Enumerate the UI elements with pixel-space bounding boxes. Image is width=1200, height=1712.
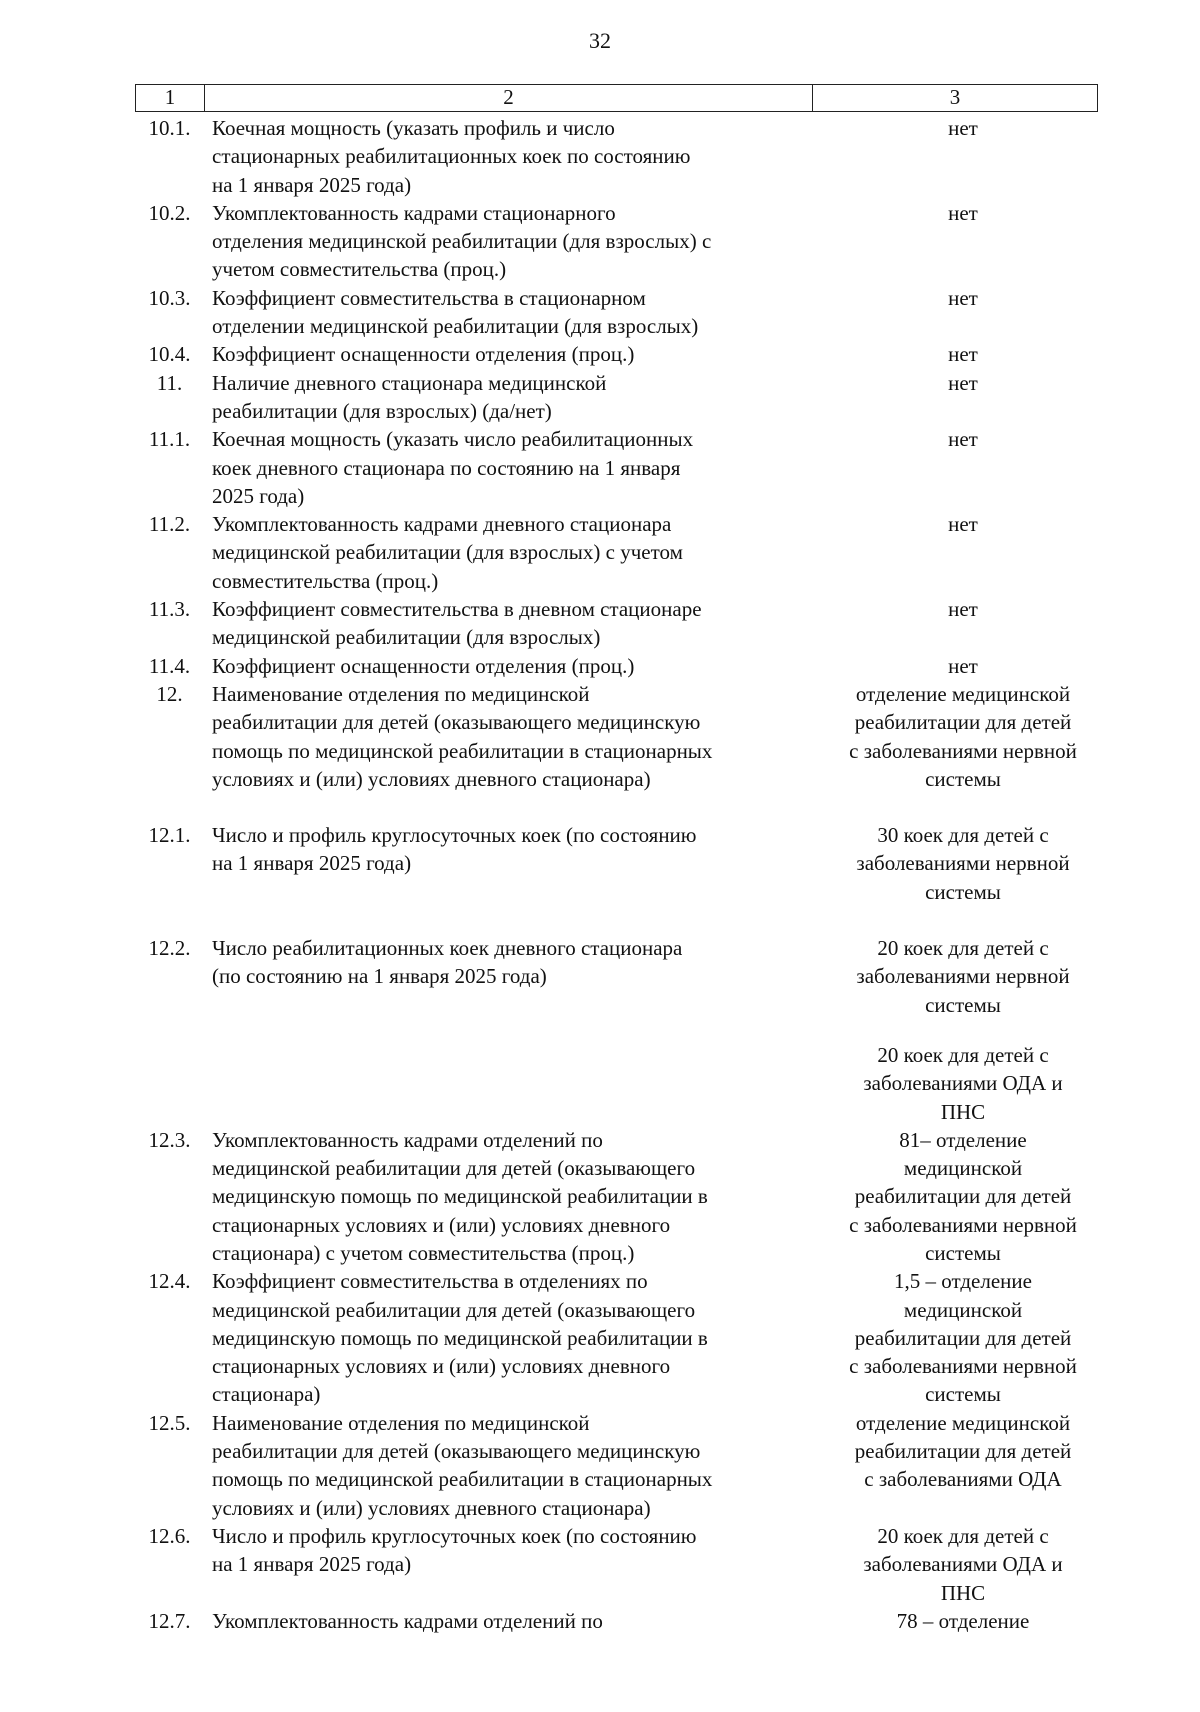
value-line: реабилитации для детей [854,1439,1072,1464]
desc-line: помощь по медицинской реабилитации в стационарных [212,1467,713,1492]
row-value [828,284,1098,341]
desc-line: Укомплектованность кадрами стационарного [212,200,616,225]
table-row [135,652,1098,680]
row-description [204,510,812,595]
value-line: системы [925,1240,1001,1265]
desc-line: Наименование отделения по медицинской [212,1410,590,1435]
value-line: 20 коек для детей с [877,936,1049,961]
value-line: нет [948,653,978,678]
row-description [204,680,812,793]
value-line: с заболеваниями нервной [849,1354,1077,1379]
value-line: 20 коек для детей с [877,1523,1049,1548]
row-number: 11. [156,370,183,395]
desc-line: медицинскую помощь по медицинской реабилитации в [212,1184,708,1209]
table-row [135,1409,1098,1522]
desc-line: медицинской реабилитации (для взрослых) [212,625,601,650]
table-row [135,934,1098,1126]
value-line: ПНС [940,1580,986,1605]
row-number: 12. [156,681,183,706]
desc-line: стационара) [212,1382,321,1407]
table-row [135,821,1098,906]
row-gap [135,793,1098,821]
desc-line: медицинской реабилитации для детей (оказывающего [212,1297,696,1322]
value-line: реабилитации для детей [854,710,1072,735]
row-description [204,652,812,680]
row-number: 12.2. [148,936,191,961]
row-value [828,369,1098,426]
table-header-col2: 2 [205,85,813,111]
table-header-col3: 3 [949,85,961,109]
value-line: отделение медицинской [855,1410,1071,1435]
table-row [135,680,1098,793]
desc-line: медицинскую помощь по медицинской реабилитации в [212,1325,708,1350]
desc-line: отделения медицинской реабилитации (для взрослых) с [212,229,712,254]
table-row [135,510,1098,595]
desc-line: на 1 января 2025 года) [212,1552,412,1577]
value-line: медицинской [903,1297,1023,1322]
desc-line: Число и профиль круглосуточных коек (по состоянию [212,823,697,848]
desc-line: медицинской реабилитации (для взрослых) с учетом [212,540,683,565]
desc-line: (по состоянию на 1 января 2025 года) [212,964,547,989]
value-line: заболеваниями нервной [856,964,1070,989]
row-number: 11.1. [148,427,191,452]
table-body [135,114,1098,1635]
desc-line: учетом совместительства (проц.) [212,257,507,282]
value-line: заболеваниями нервной [856,851,1070,876]
desc-line: медицинской реабилитации для детей (оказывающего [212,1156,696,1181]
value-line: нет [948,285,978,310]
row-description [204,284,812,341]
row-description [204,821,812,906]
table-row [135,1607,1098,1635]
value-gap [828,1019,1098,1041]
desc-line: Коэффициент оснащенности отделения (проц.) [212,653,635,678]
value-line: 1,5 – отделение [894,1269,1032,1294]
table-row [135,114,1098,199]
value-line: 81– отделение [899,1127,1027,1152]
desc-line: Коечная мощность (указать профиль и число [212,116,615,140]
table-row [135,284,1098,341]
value-line: отделение медицинской [855,681,1071,706]
desc-line: отделении медицинской реабилитации (для взрослых) [212,314,699,339]
desc-line: Укомплектованность кадрами отделений по [212,1127,603,1152]
row-value [828,114,1098,199]
row-value [828,1607,1098,1635]
row-number: 12.4. [148,1269,191,1294]
row-number: 12.3. [148,1127,191,1152]
value-line: заболеваниями ОДА и [863,1552,1063,1577]
value-line: нет [948,342,978,367]
desc-line: помощь по медицинской реабилитации в стационарных [212,738,713,763]
row-number: 10.2. [148,200,191,225]
value-line: нет [948,370,978,395]
desc-line: Коэффициент совместительства в отделениях по [212,1269,648,1294]
row-number: 11.2. [148,512,191,537]
desc-line: Коэффициент совместительства в дневном стационаре [212,597,702,622]
row-value [828,1409,1098,1522]
value-line: 30 коек для детей с [877,823,1049,848]
row-description [204,1126,812,1267]
desc-line: Число реабилитационных коек дневного стационара [212,936,683,961]
value-line: нет [948,512,978,537]
table-header-col1: 1 [136,85,205,111]
row-description [204,1522,812,1607]
desc-line: Число и профиль круглосуточных коек (по состоянию [212,1523,697,1548]
row-number: 10.3. [148,285,191,310]
desc-line: Наличие дневного стационара медицинской [212,370,607,395]
value-line: системы [925,766,1001,791]
desc-line: стационара) с учетом совместительства (проц.) [212,1240,635,1265]
row-description [204,369,812,426]
row-number: 10.4. [148,342,191,367]
row-value [828,340,1098,368]
value-line: нет [948,200,978,225]
desc-line: стационарных условиях и (или) условиях дневного [212,1212,671,1237]
desc-line: реабилитации для детей (оказывающего медицинскую [212,1439,701,1464]
table-header-row [135,84,1098,112]
value-line: нет [948,427,978,452]
row-description [204,1267,812,1408]
value-line: реабилитации для детей [854,1184,1072,1209]
table-row [135,595,1098,652]
table-row [135,425,1098,510]
row-description [204,595,812,652]
table-row [135,1522,1098,1607]
desc-line: Коэффициент совместительства в стационарном [212,285,646,310]
row-number: 12.7. [148,1608,191,1633]
row-description [204,934,812,1126]
value-line: медицинской [903,1156,1023,1181]
value-line: 20 коек для детей с [877,1042,1049,1067]
value-line: системы [925,879,1001,904]
row-value [828,425,1098,510]
value-line: с заболеваниями ОДА [864,1467,1062,1492]
row-value [828,680,1098,793]
value-line: ПНС [940,1099,986,1124]
desc-line: стационарных условиях и (или) условиях дневного [212,1354,671,1379]
table-row [135,369,1098,426]
value-line: системы [925,992,1001,1017]
desc-line: совместительства (проц.) [212,568,439,593]
row-number: 12.5. [148,1410,191,1435]
row-description [204,199,812,284]
value-line: 78 – отделение [896,1608,1030,1633]
desc-line: Наименование отделения по медицинской [212,681,590,706]
desc-line: коек дневного стационара по состоянию на 1 января [212,455,681,480]
row-value [828,652,1098,680]
desc-line: условиях и (или) условиях дневного стационара) [212,766,651,791]
row-number: 12.1. [148,823,191,848]
row-value [828,199,1098,284]
row-description [204,114,812,199]
row-value [828,1267,1098,1408]
table-row [135,1267,1098,1408]
desc-line: 2025 года) [212,483,305,508]
value-line: заболеваниями ОДА и [863,1071,1063,1096]
desc-line: Коечная мощность (указать число реабилитационных [212,427,694,452]
value-line: нет [948,116,978,140]
page-number: 32 [589,28,611,53]
table-row [135,1126,1098,1267]
desc-line: условиях и (или) условиях дневного стационара) [212,1495,651,1520]
row-value [828,821,1098,906]
value-line: нет [948,597,978,622]
value-line: реабилитации для детей [854,1325,1072,1350]
desc-line: стационарных реабилитационных коек по состоянию [212,144,691,169]
row-value [828,1522,1098,1607]
row-value [828,510,1098,595]
desc-line: Укомплектованность кадрами дневного стационара [212,512,672,537]
value-line: системы [925,1382,1001,1407]
row-number: 11.4. [148,653,191,678]
table-row [135,199,1098,284]
row-number: 12.6. [148,1523,191,1548]
table-row [135,340,1098,368]
row-gap [135,906,1098,934]
desc-line: на 1 января 2025 года) [212,172,412,197]
row-number: 11.3. [148,597,191,622]
row-value [828,1126,1098,1267]
row-description [204,340,812,368]
desc-line: реабилитации для детей (оказывающего медицинскую [212,710,701,735]
row-description [204,425,812,510]
value-line: с заболеваниями нервной [849,1212,1077,1237]
value-line: с заболеваниями нервной [849,738,1077,763]
desc-line: Коэффициент оснащенности отделения (проц.) [212,342,635,367]
desc-line: реабилитации (для взрослых) (да/нет) [212,398,552,423]
desc-line: Укомплектованность кадрами отделений по [212,1608,603,1633]
row-value [828,595,1098,652]
row-description [204,1409,812,1522]
row-number: 10.1. [148,116,191,140]
row-value [828,934,1098,1126]
row-description [204,1607,812,1635]
desc-line: на 1 января 2025 года) [212,851,412,876]
